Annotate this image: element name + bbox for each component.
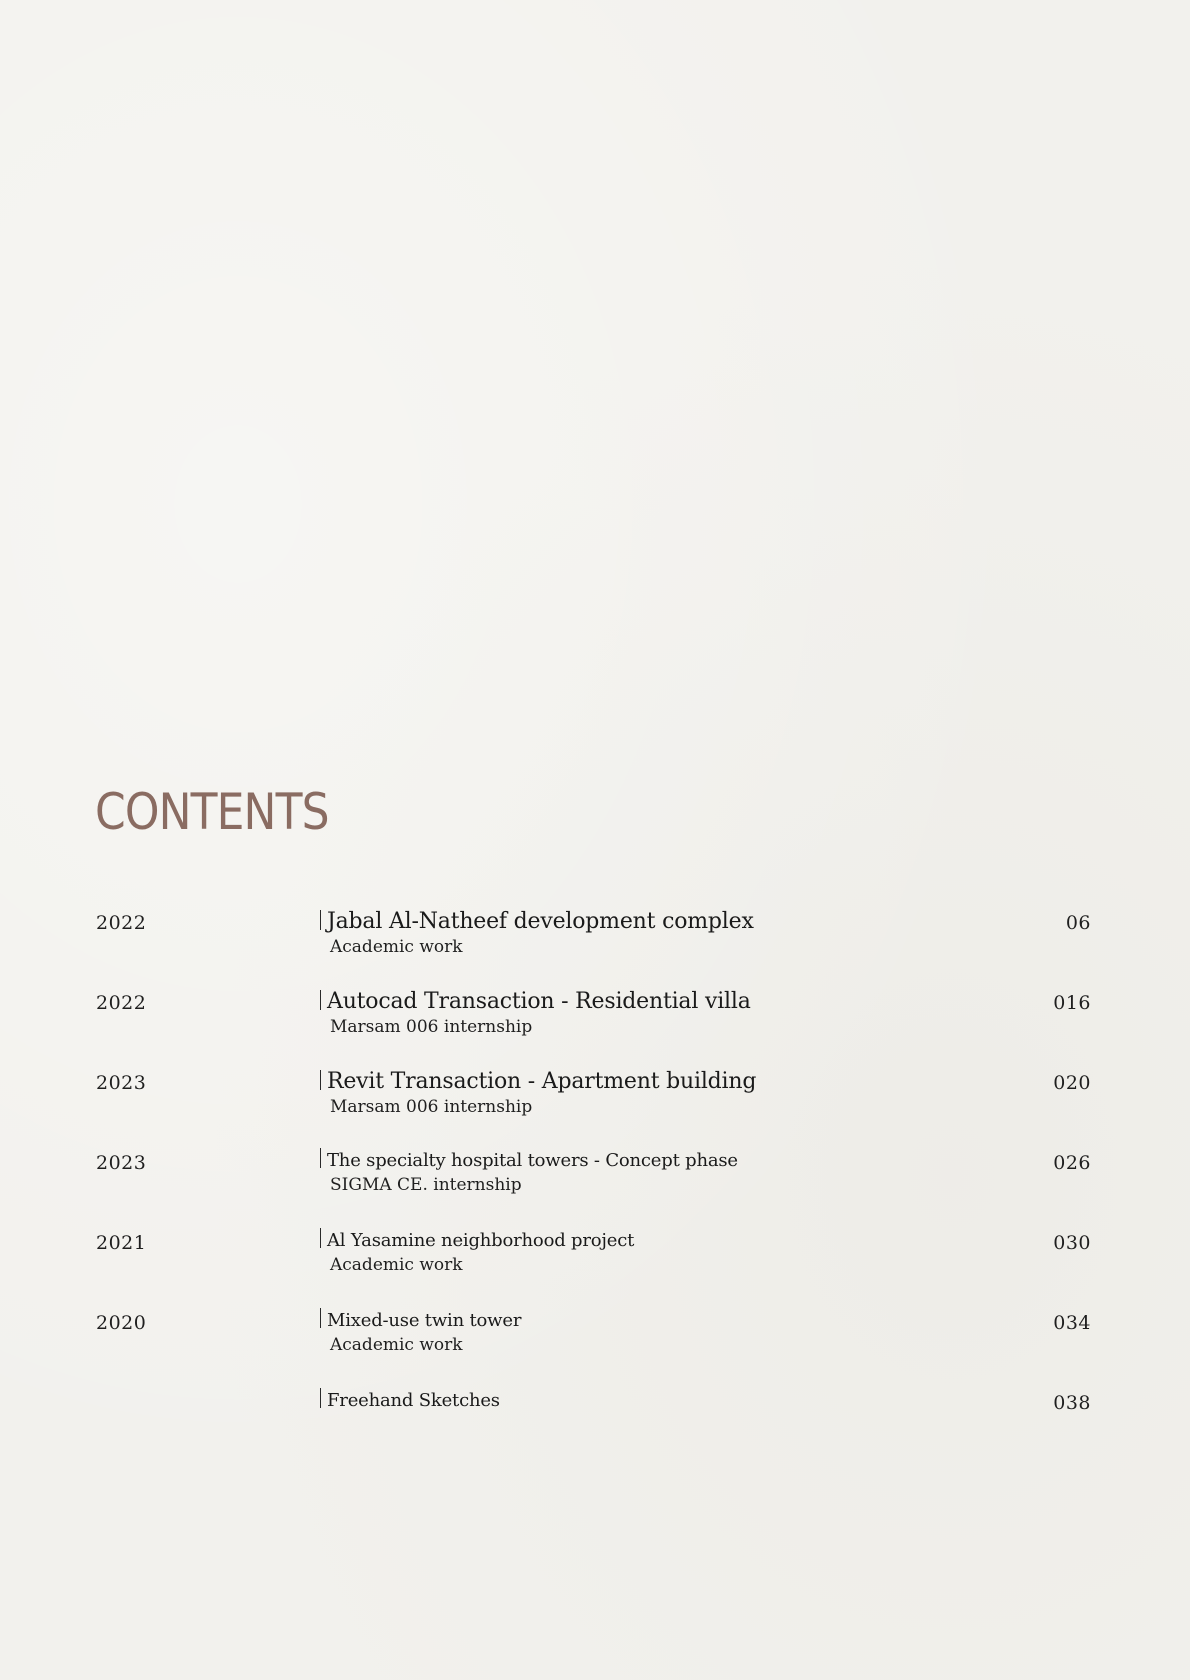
entry-text [320, 1388, 880, 1414]
entry-page-number: 020 [1053, 1072, 1091, 1094]
entry-text [320, 1068, 880, 1118]
entry-subtitle: Marsam 006 internship [330, 1097, 533, 1117]
entry-year: 2022 [96, 912, 147, 934]
entry-year: 2023 [96, 1152, 147, 1174]
entry-year: 2021 [96, 1232, 147, 1254]
entry-text [320, 1228, 880, 1276]
entry-title: Freehand Sketches [320, 1388, 880, 1414]
contents-entry [0, 1308, 1190, 1378]
contents-entry [0, 1148, 1190, 1218]
entry-title: The specialty hospital towers - Concept phase [320, 1148, 880, 1174]
entry-year: 2023 [96, 1072, 147, 1094]
contents-entry [0, 1068, 1190, 1138]
entry-year: 2020 [96, 1312, 147, 1334]
entry-page-number: 026 [1053, 1152, 1091, 1174]
contents-entry [0, 1388, 1190, 1458]
contents-entry [0, 908, 1190, 978]
contents-title: CONTENTS [95, 783, 329, 841]
entry-year: 2022 [96, 992, 147, 1014]
entry-text [320, 988, 880, 1038]
entry-title: Mixed-use twin tower [320, 1308, 880, 1334]
entry-page-number: 030 [1053, 1232, 1091, 1254]
entry-title: Autocad Transaction - Residential villa [320, 988, 880, 1016]
entry-text [320, 1308, 880, 1356]
entry-text [320, 908, 880, 958]
entry-page-number: 016 [1053, 992, 1091, 1014]
contents-entry [0, 1228, 1190, 1298]
entry-subtitle: Academic work [330, 1255, 463, 1275]
entry-page-number: 038 [1053, 1392, 1091, 1414]
entry-title: Jabal Al-Natheef development complex [320, 908, 880, 936]
contents-entry [0, 988, 1190, 1058]
entry-page-number: 06 [1065, 912, 1091, 934]
entry-title: Revit Transaction - Apartment building [320, 1068, 880, 1096]
entry-text [320, 1148, 880, 1196]
entry-title: Al Yasamine neighborhood project [320, 1228, 880, 1254]
entry-subtitle: SIGMA CE. internship [330, 1175, 522, 1195]
entry-subtitle: Academic work [330, 1335, 463, 1355]
entry-subtitle: Marsam 006 internship [330, 1017, 533, 1037]
entry-page-number: 034 [1053, 1312, 1091, 1334]
entry-subtitle: Academic work [330, 937, 463, 957]
